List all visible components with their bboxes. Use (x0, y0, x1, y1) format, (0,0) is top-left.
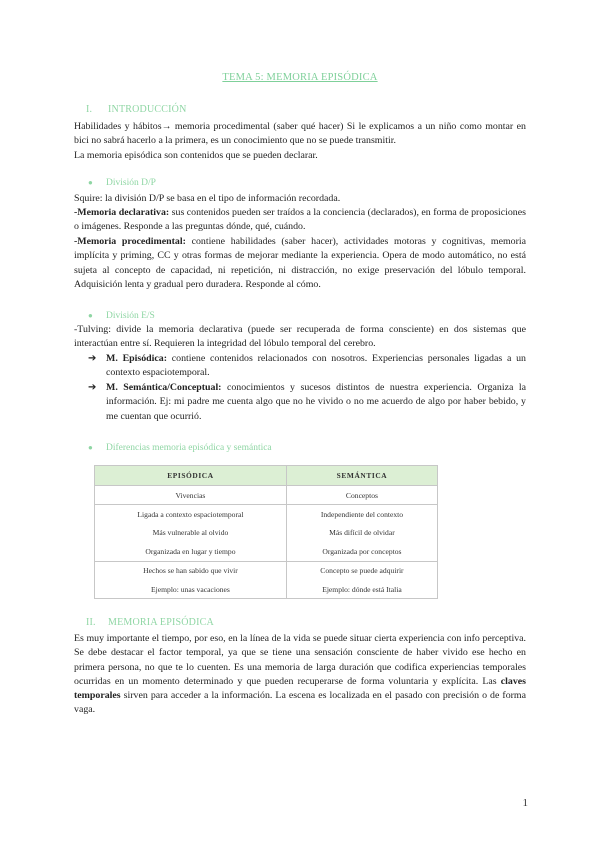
subsection-heading-dp (88, 178, 156, 188)
arrow-icon: ➔ (88, 382, 97, 393)
table-cell: Organizada en lugar y tiempo (95, 542, 287, 561)
episodic-paragraph (74, 632, 526, 718)
page-title: TEMA 5: MEMORIA EPISÓDICA (222, 72, 378, 83)
table-cell: Organizada por conceptos (286, 542, 437, 561)
subsection-title: División E/S (106, 311, 155, 321)
term-episodic: M. Episódica: (106, 353, 168, 364)
section-heading-intro (86, 104, 187, 115)
table-cell: Más vulnerable al olvido (95, 524, 287, 542)
declarative-text: sus contenidos pueden ser traídos a la conciencia (declarados), en forma de proposiciones o imágenes. Responde a las preguntas dónde, qué, cuándo. (74, 207, 526, 233)
section-number: II. (86, 617, 96, 628)
page-number: 1 (522, 797, 528, 809)
bullet-icon: ● (88, 311, 93, 320)
semantic-item (88, 381, 526, 424)
term-semantic: M. Semántica/Conceptual: (106, 382, 222, 393)
procedural-paragraph (74, 235, 526, 292)
subsection-title: División D/P (106, 178, 156, 188)
semantic-text: conocimientos y sucesos distintos de nuestra experiencia. Organiza la información. Ej: mi padre me cuenta algo que no he vivido o no me acuerdo de algo por haber bebido, y me cuentan que ocurrió. (106, 382, 526, 422)
intro-paragraph: Habilidades y hábitos→ memoria procedimental (saber qué hacer) Si le explicamos a un niño como montar en bici no sabrá hacerlo a la primera, es un conocimiento que no se puede transmitir. (74, 121, 526, 147)
subsection-title: Diferencias memoria episódica y semántica (106, 443, 272, 453)
table-cell: Ejemplo: unas vacaciones (95, 580, 287, 599)
bullet-icon: ● (88, 178, 93, 187)
table-row (95, 524, 438, 542)
subsection-heading-diff (88, 443, 272, 453)
table-row (95, 542, 438, 561)
table-row (95, 486, 438, 505)
table-header-semantic: SEMÁNTICA (286, 466, 437, 486)
table-cell: Ejemplo: dónde está Italia (286, 580, 437, 599)
procedural-text: contiene habilidades (saber hacer), actividades motoras y cognitivas, memoria implícita y priming, CC y otras formas de mejorar mediante la experiencia. Opera de modo automático, no está sujeta al concepto de capacidad, ni repetición, ni distracción, no exige preservación del lóbulo temporal. Adquisición lenta y gradual pero duradera. Responde al cómo. (74, 236, 526, 290)
table-cell: Concepto se puede adquirir (286, 561, 437, 580)
intro-paragraph-2: La memoria episódica son contenidos que se pueden declarar. (74, 150, 318, 161)
episodic-text-start: Es muy importante el tiempo, por eso, en la línea de la vida se puede situar cierta experiencia con info perceptiva. Se debe destacar el factor temporal, ya que se tiene una sensación consciente de haber vivido ese hecho en primera persona, no que te lo cuenten. Es una memoria de larga duración que codifica experiencias temporales ocurridas en un momento determinado y que pueden recuperarse de forma voluntaria y explícita. Las (74, 633, 526, 687)
arrow-icon: ➔ (88, 353, 97, 364)
table-row (95, 505, 438, 524)
table-row (95, 580, 438, 599)
bullet-icon: ● (88, 443, 93, 452)
episodic-item (88, 352, 526, 381)
table-cell: Vivencias (95, 486, 287, 505)
section-heading-episodic (86, 617, 214, 628)
comparison-table (94, 465, 438, 599)
table-cell: Hechos se han sabido que vivir (95, 561, 287, 580)
table-header-episodic: EPISÓDICA (95, 466, 287, 486)
term-declarative: -Memoria declarativa: (74, 207, 170, 218)
dp-intro: Squire: la división D/P se basa en el tipo de información recordada. (74, 193, 341, 204)
section-title: MEMORIA EPISÓDICA (108, 617, 214, 628)
tulving-paragraph: -Tulving: divide la memoria declarativa (puede ser recuperada de forma consciente) en dos sistemas que interactúan entre sí. Requieren la integridad del lóbulo temporal del cerebro. (74, 324, 526, 350)
declarative-paragraph (74, 206, 526, 235)
table-cell: Conceptos (286, 486, 437, 505)
subsection-heading-es (88, 311, 155, 321)
section-number: I. (86, 104, 93, 115)
term-temporal-keys: claves temporales (74, 675, 526, 702)
table-cell: Independiente del contexto (286, 505, 437, 524)
table-cell: Ligada a contexto espaciotemporal (95, 505, 287, 524)
episodic-text-end: sirven para acceder a la información. La escena es localizada en el pasado con precisión o de forma vaga. (74, 690, 526, 716)
episodic-text: contiene contenidos relacionados con nosotros. Experiencias personales ligadas a un contexto espaciotemporal. (106, 353, 526, 379)
section-title: INTRODUCCIÓN (108, 104, 187, 115)
table-row (95, 561, 438, 580)
term-procedural: -Memoria procedimental: (74, 236, 186, 247)
table-cell: Más difícil de olvidar (286, 524, 437, 542)
